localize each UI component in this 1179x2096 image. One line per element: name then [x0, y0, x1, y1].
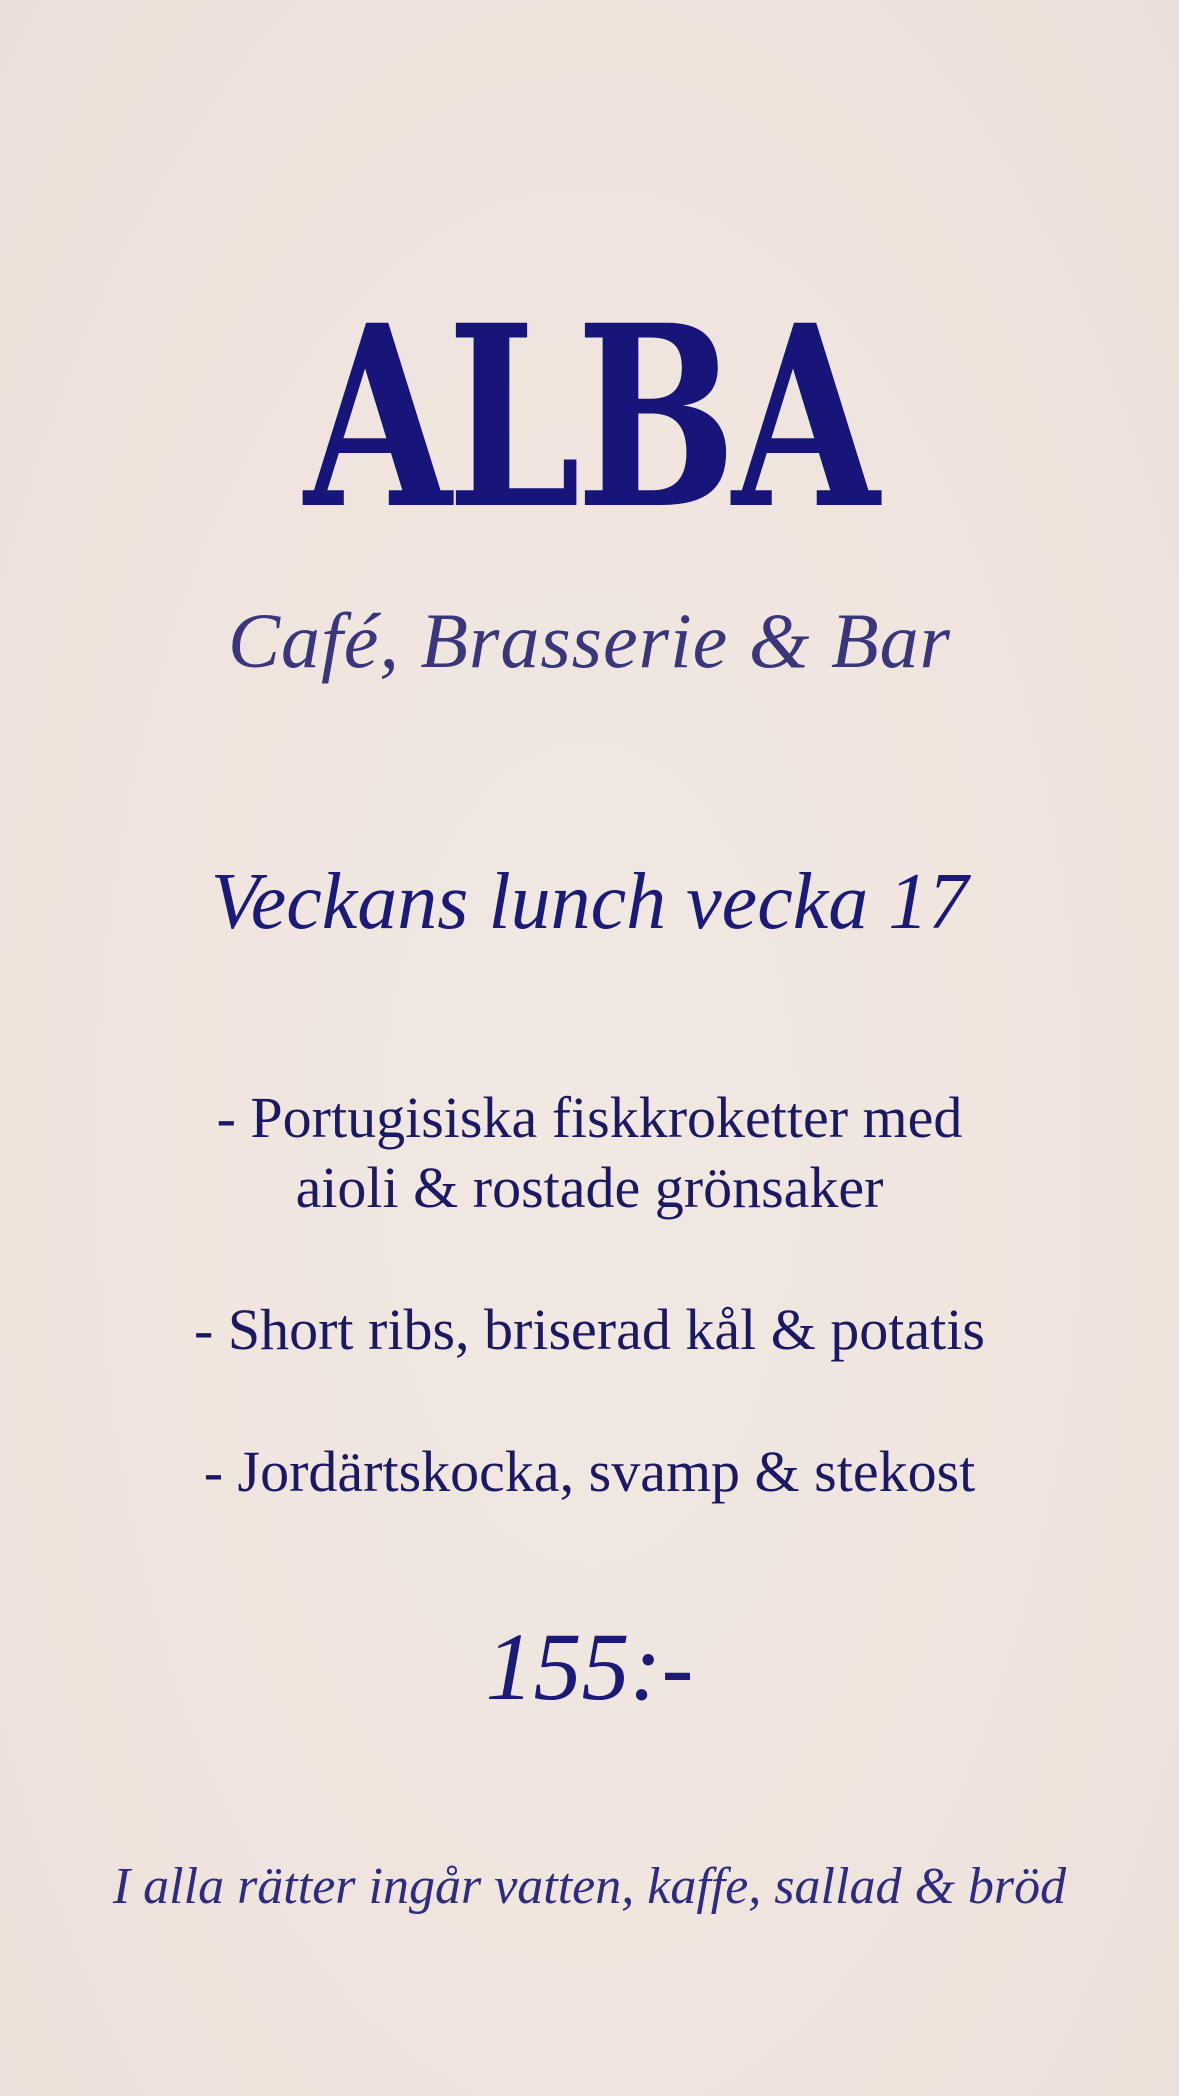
dish-line: - Short ribs, briserad kål & potatis: [194, 1297, 985, 1362]
dish-line: - Jordärtskocka, svamp & stekost: [203, 1439, 976, 1504]
price: 155:-: [485, 1613, 694, 1720]
dish-item: [0, 1437, 1179, 1507]
dish-item: [0, 1295, 1179, 1365]
dish-line: - Portugisiska fiskkroketter med: [216, 1085, 963, 1150]
included-note: I alla rätter ingår vatten, kaffe, sallad & bröd: [112, 1858, 1067, 1915]
dish-line: aioli & rostade grönsaker: [295, 1155, 884, 1220]
dish-item: [0, 1083, 1179, 1223]
brand-tagline: Café, Brasserie & Bar: [228, 597, 951, 684]
brand-logo: ALBA: [304, 270, 875, 564]
menu-title: Veckans lunch vecka 17: [210, 858, 969, 946]
